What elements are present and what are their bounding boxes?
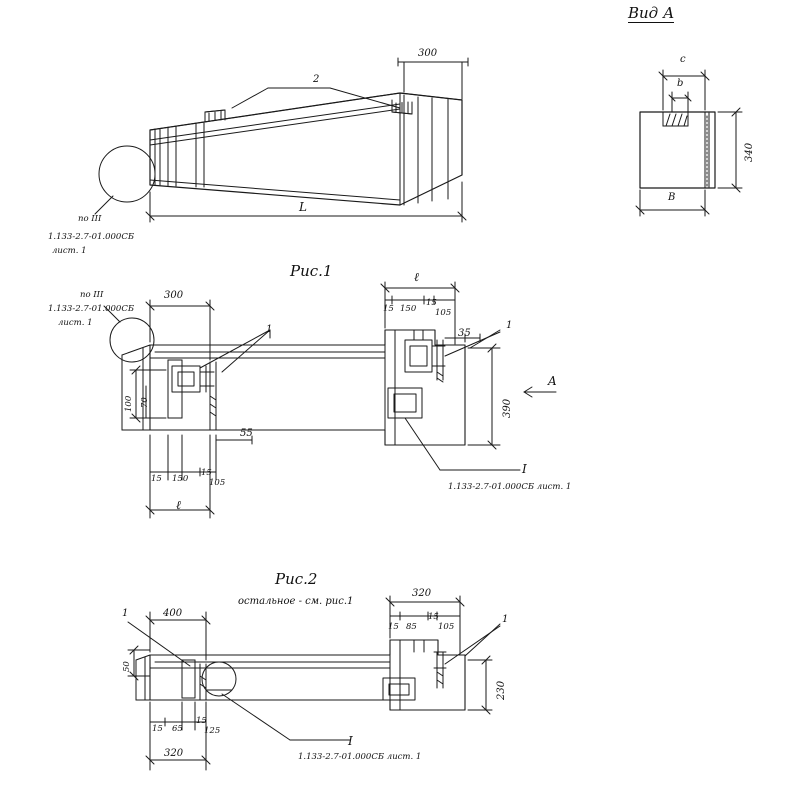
fig1-detail-ref: 1.133-2.7-01.000СБ лист. 1	[448, 482, 572, 492]
fig1-dim-150a: 150	[400, 304, 417, 314]
dim-L: L	[299, 200, 307, 214]
fig1-dim-390: 390	[502, 398, 513, 418]
top-callout-line1: по III	[78, 214, 102, 224]
fig1-dim-l-top: ℓ	[414, 270, 419, 284]
fig2-caption: Рис.2	[275, 570, 318, 588]
fig1-leader-1-left: 1	[266, 324, 273, 335]
fig2-note: остальное - см. рис.1	[238, 596, 354, 607]
fig1-dim-15c: 15	[151, 474, 162, 484]
fig2-detail-ref: 1.133-2.7-01.000СБ лист. 1	[298, 752, 422, 762]
fig2-dim-105: 105	[438, 622, 455, 632]
fig1-dim-100: 100	[124, 395, 134, 412]
fig1-callout-line1: по III	[80, 290, 104, 300]
fig1-dim-15b: 15	[426, 298, 437, 308]
fig2-dim-320-bottom: 320	[164, 748, 184, 759]
fig1-dim-300: 300	[164, 290, 184, 301]
fig1-callout-line3: лист. 1	[58, 318, 93, 328]
fig1-dim-105a: 105	[435, 308, 452, 318]
fig2-dim-230: 230	[496, 680, 507, 700]
fig1-section-label-A: A	[548, 374, 557, 388]
fig1-dim-70: 70	[140, 397, 150, 408]
fig1-dim-150b: 150	[172, 474, 189, 484]
top-callout-line2: 1.133-2.7-01.000СБ	[48, 232, 135, 242]
dim-300-top: 300	[418, 48, 438, 59]
fig2-dim-15d: 15	[196, 716, 207, 726]
fig2-dim-125: 125	[204, 726, 221, 736]
fig1-detail-mark: I	[522, 462, 527, 476]
fig2-dim-15a: 15	[388, 622, 399, 632]
view-a-dim-B: B	[668, 192, 676, 203]
fig1-leader-1-right: 1	[506, 320, 513, 331]
leader-label-2: 2	[313, 74, 320, 85]
fig2-detail-mark: I	[348, 734, 353, 748]
fig2-dim-65: 65	[172, 724, 183, 734]
fig2-dim-50: 50	[122, 661, 132, 672]
fig1-caption: Рис.1	[290, 262, 333, 280]
fig1-dim-35: 35	[458, 328, 471, 339]
fig2-leader-1-left: 1	[122, 608, 129, 619]
top-callout-line3: лист. 1	[52, 246, 87, 256]
view-a-dim-c: c	[680, 54, 686, 65]
fig2-dim-15c: 15	[152, 724, 163, 734]
fig2-dim-320-top: 320	[412, 588, 432, 599]
fig1-callout-line2: 1.133-2.7-01.000СБ	[48, 304, 135, 314]
fig1-dim-15a: 15	[383, 304, 394, 314]
fig2-leader-1-right: 1	[502, 614, 509, 625]
fig2-dim-85: 85	[406, 622, 417, 632]
fig1-dim-105b: 105	[209, 478, 226, 488]
fig2-dim-15b: 15	[428, 612, 439, 622]
view-a-dim-340: 340	[744, 142, 755, 162]
fig1-dim-l-bottom: ℓ	[176, 498, 181, 512]
view-a-dim-b: b	[677, 78, 684, 89]
fig2-dim-400: 400	[163, 608, 183, 619]
fig1-dim-15d: 15	[201, 468, 212, 478]
view-a-title: Вид А	[628, 4, 675, 22]
fig1-dim-55: 55	[240, 428, 253, 439]
